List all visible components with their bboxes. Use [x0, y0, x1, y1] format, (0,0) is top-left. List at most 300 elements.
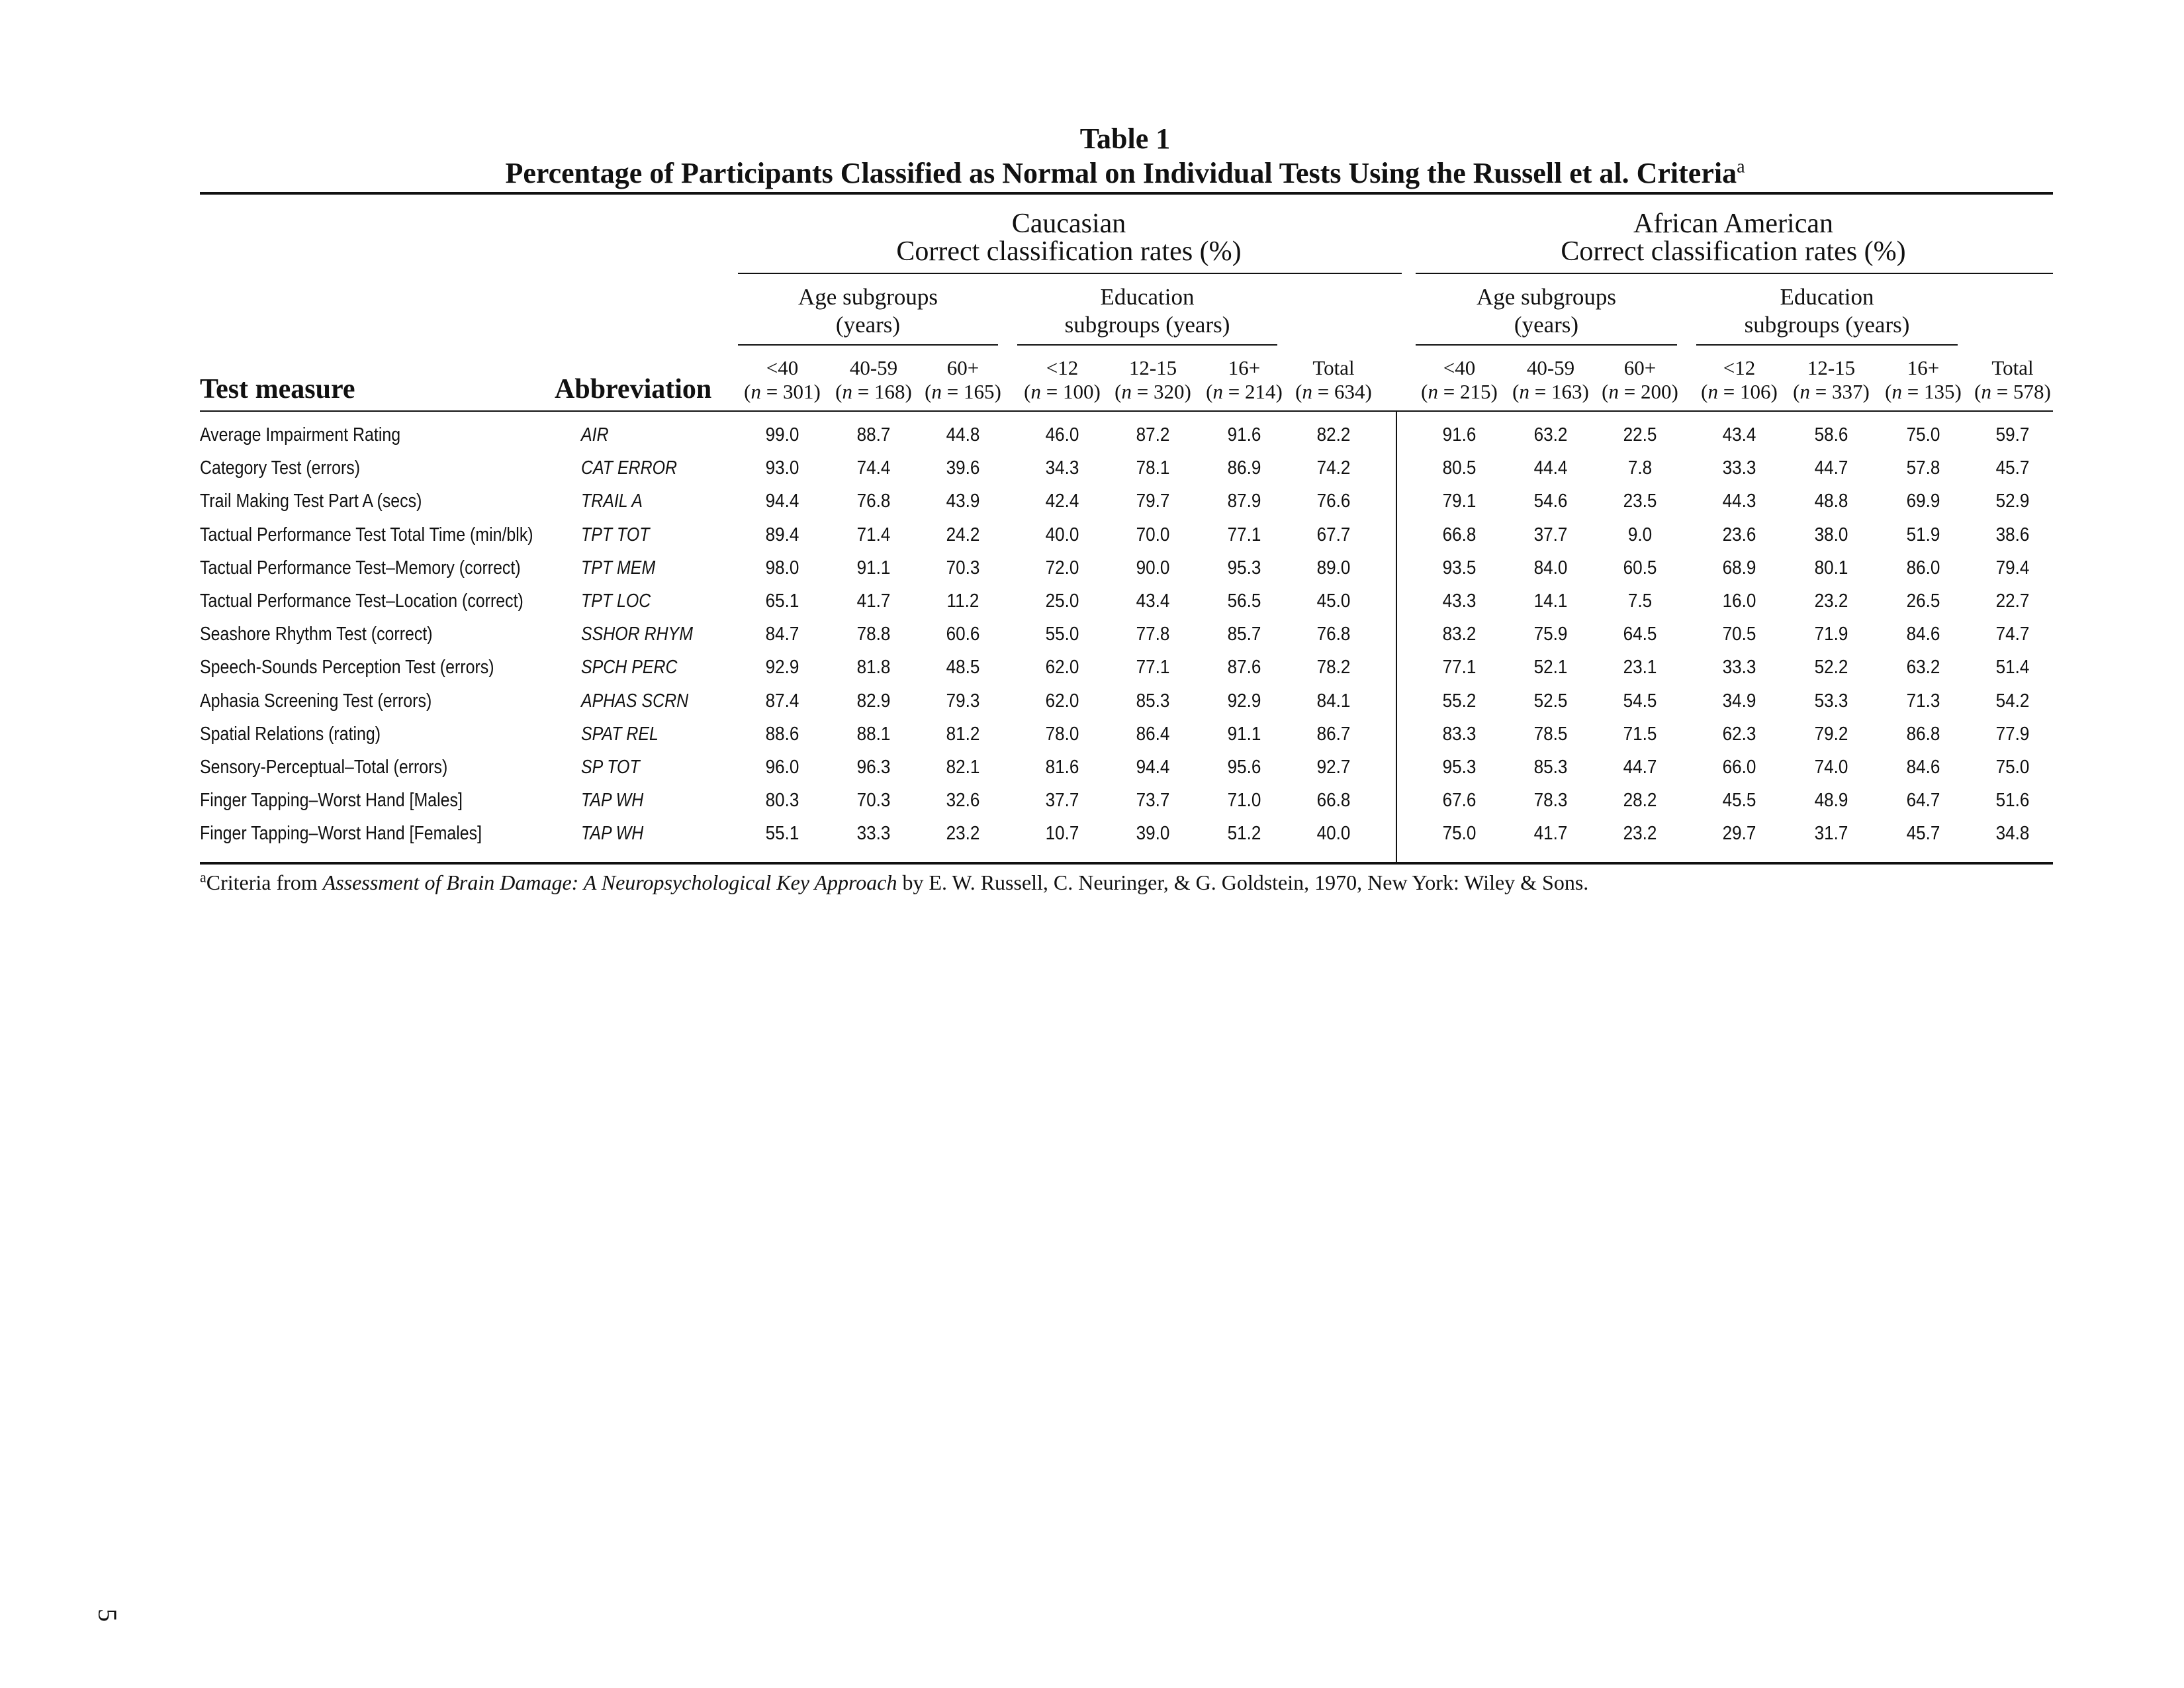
- table-cell: 77.8: [1136, 624, 1170, 645]
- table-cell: 33.3: [856, 823, 891, 845]
- column-label: 12-15: [1807, 356, 1856, 379]
- table-cell: 33.3: [1722, 457, 1756, 479]
- table-cell: 91.1: [856, 557, 891, 579]
- table-cell: 52.1: [1533, 657, 1568, 679]
- column-header-caucasian-60-plus: [917, 356, 1009, 404]
- test-measure: Tactual Performance Test–Location (correct): [200, 590, 523, 612]
- abbreviation-header: Abbreviation: [555, 374, 712, 404]
- n-value: 215: [1459, 380, 1491, 403]
- table-cell: 43.4: [1136, 590, 1170, 612]
- table-cell: 86.9: [1227, 457, 1261, 479]
- table-cell: 88.1: [856, 723, 891, 745]
- column-header-african-american-60-plus: [1594, 356, 1686, 404]
- n-equals: =: [1718, 380, 1740, 403]
- table-cell: 51.4: [1995, 657, 2030, 679]
- column-header-caucasian-40-59: [827, 356, 920, 404]
- caption-footnote-marker: a: [1737, 156, 1745, 177]
- table-cell: 71.3: [1906, 690, 1940, 712]
- table-cell: 78.0: [1045, 723, 1079, 745]
- table-cell: 9.0: [1627, 524, 1653, 545]
- test-measure: Trail Making Test Part A (secs): [200, 491, 422, 512]
- table-cell: 26.5: [1906, 590, 1940, 612]
- column-header-african-american-under-12: [1693, 356, 1786, 404]
- footnote: [200, 870, 1588, 895]
- table-cell: 91.1: [1227, 723, 1261, 745]
- n-value: 634: [1334, 380, 1365, 403]
- table-cell: 78.5: [1533, 723, 1568, 745]
- table-cell: 23.2: [1623, 823, 1657, 845]
- caucasian-age-label-line2: (years): [835, 312, 901, 338]
- n-symbol: n: [1212, 380, 1223, 403]
- group-caucasian-name: Caucasian: [1011, 209, 1126, 239]
- table-cell: 55.0: [1045, 624, 1079, 645]
- table-cell: 81.8: [856, 657, 891, 679]
- table-cell: 62.0: [1045, 657, 1079, 679]
- test-measure: Average Impairment Rating: [200, 424, 401, 445]
- table-cell: 59.7: [1995, 424, 2030, 445]
- table-cell: 85.3: [1533, 757, 1568, 778]
- footnote-suffix: by E. W. Russell, C. Neuringer, & G. Goldstein, 1970, New York: Wiley & Sons.: [897, 870, 1589, 894]
- table-cell: 80.1: [1814, 557, 1848, 579]
- table-cell: 84.7: [765, 624, 799, 645]
- table-cell: 84.6: [1906, 757, 1940, 778]
- table-cell: 86.0: [1906, 557, 1940, 579]
- test-measure: Aphasia Screening Test (errors): [200, 690, 432, 712]
- page-number: 5: [93, 1609, 122, 1622]
- abbreviation: TPT LOC: [581, 590, 651, 612]
- table-cell: 45.0: [1316, 590, 1351, 612]
- table-cell: 74.4: [856, 457, 891, 479]
- table-cell: 41.7: [856, 590, 891, 612]
- table-cell: 23.5: [1623, 491, 1657, 512]
- column-label: 60+: [1623, 356, 1657, 379]
- column-label: Total: [1312, 356, 1355, 379]
- table-cell: 71.0: [1227, 790, 1261, 812]
- test-measure: Tactual Performance Test Total Time (min/blk): [200, 524, 533, 545]
- table-cell: 24.2: [946, 524, 980, 545]
- caucasian-education-subgroups-heading: [1017, 283, 1277, 339]
- n-symbol: n: [1519, 380, 1529, 403]
- table-cell: 48.5: [946, 657, 980, 679]
- table-cell: 79.4: [1995, 557, 2030, 579]
- table-cell: 79.1: [1442, 491, 1477, 512]
- table-cell: 23.1: [1623, 657, 1657, 679]
- table-cell: 52.9: [1995, 491, 2030, 512]
- test-measure: Spatial Relations (rating): [200, 723, 381, 745]
- n-equals: =: [761, 380, 783, 403]
- table-cell: 87.4: [765, 690, 799, 712]
- n-value: 165: [963, 380, 995, 403]
- table-cell: 45.7: [1995, 457, 2030, 479]
- table-cell: 83.3: [1442, 723, 1477, 745]
- table-cell: 86.8: [1906, 723, 1940, 745]
- table-cell: 44.7: [1623, 757, 1657, 778]
- column-sample-size: (n = 337): [1793, 380, 1870, 403]
- n-value: 301: [782, 380, 814, 403]
- table-cell: 83.2: [1442, 624, 1477, 645]
- table-cell: 63.2: [1906, 657, 1940, 679]
- table-cell: 70.5: [1722, 624, 1756, 645]
- table-cell: 79.3: [946, 690, 980, 712]
- n-equals: =: [1991, 380, 2013, 403]
- n-symbol: n: [1981, 380, 1991, 403]
- abbreviation: SPAT REL: [581, 723, 659, 745]
- caucasian-age-label-line1: Age subgroups: [798, 284, 938, 310]
- table-cell: 51.2: [1227, 823, 1261, 845]
- column-sample-size: (n = 634): [1295, 380, 1372, 403]
- n-symbol: n: [1121, 380, 1132, 403]
- column-sample-size: (n = 214): [1206, 380, 1283, 403]
- n-symbol: n: [842, 380, 852, 403]
- n-equals: =: [1132, 380, 1154, 403]
- table-cell: 91.6: [1442, 424, 1477, 445]
- column-header-african-american-total: [1966, 356, 2059, 404]
- table-number: Table 1: [1079, 122, 1171, 155]
- table-cell: 99.0: [765, 424, 799, 445]
- n-symbol: n: [751, 380, 761, 403]
- table-cell: 68.9: [1722, 557, 1756, 579]
- bottom-rule: [200, 862, 2053, 865]
- table-cell: 57.8: [1906, 457, 1940, 479]
- table-cell: 14.1: [1533, 590, 1568, 612]
- n-equals: =: [1438, 380, 1460, 403]
- table-cell: 67.6: [1442, 790, 1477, 812]
- caucasian-education-label-line1: Education: [1100, 284, 1195, 310]
- column-header-african-american-12-15: [1785, 356, 1878, 404]
- column-sample-size: (n = 215): [1421, 380, 1498, 403]
- test-measure: Category Test (errors): [200, 457, 361, 479]
- n-equals: =: [852, 380, 874, 403]
- test-measure-header: Test measure: [200, 374, 355, 404]
- n-equals: =: [1619, 380, 1641, 403]
- column-header-african-american-16-plus: [1877, 356, 1970, 404]
- footnote-book-title: Assessment of Brain Damage: A Neuropsychological Key Approach: [322, 870, 897, 894]
- table-cell: 77.9: [1995, 723, 2030, 745]
- table-cell: 52.2: [1814, 657, 1848, 679]
- table-cell: 43.9: [946, 491, 980, 512]
- table-cell: 77.1: [1136, 657, 1170, 679]
- column-header-caucasian-16-plus: [1198, 356, 1291, 404]
- table-cell: 62.3: [1722, 723, 1756, 745]
- table-cell: 29.7: [1722, 823, 1756, 845]
- table-cell: 51.9: [1906, 524, 1940, 545]
- table-cell: 60.6: [946, 624, 980, 645]
- column-header-caucasian-under-40: [736, 356, 829, 404]
- abbreviation: TPT TOT: [581, 524, 650, 545]
- table-cell: 77.1: [1442, 657, 1477, 679]
- caucasian-education-label-line2: subgroups (years): [1064, 312, 1230, 338]
- table-cell: 96.0: [765, 757, 799, 778]
- n-value: 100: [1062, 380, 1094, 403]
- test-measure: Sensory-Perceptual–Total (errors): [200, 757, 448, 778]
- group-african-american-name: African American: [1633, 209, 1834, 239]
- table-cell: 45.5: [1722, 790, 1756, 812]
- table-cell: 7.8: [1627, 457, 1653, 479]
- table-cell: 93.0: [765, 457, 799, 479]
- n-symbol: n: [1428, 380, 1438, 403]
- table-cell: 95.3: [1442, 757, 1477, 778]
- table-cell: 55.1: [765, 823, 799, 845]
- group-african-american-subtitle: Correct classification rates (%): [1561, 236, 1906, 267]
- table-cell: 94.4: [765, 491, 799, 512]
- n-equals: =: [942, 380, 964, 403]
- table-cell: 40.0: [1045, 524, 1079, 545]
- table-cell: 40.0: [1316, 823, 1351, 845]
- table-cell: 63.2: [1533, 424, 1568, 445]
- table-cell: 75.9: [1533, 624, 1568, 645]
- column-header-african-american-under-40: [1413, 356, 1506, 404]
- abbreviation: TAP WH: [581, 823, 644, 845]
- table-cell: 22.5: [1623, 424, 1657, 445]
- n-equals: =: [1223, 380, 1245, 403]
- table-cell: 82.2: [1316, 424, 1351, 445]
- column-sample-size: (n = 320): [1115, 380, 1191, 403]
- n-symbol: n: [1030, 380, 1041, 403]
- n-symbol: n: [1302, 380, 1312, 403]
- table-cell: 88.6: [765, 723, 799, 745]
- abbreviation: CAT ERROR: [581, 457, 678, 479]
- table-cell: 69.9: [1906, 491, 1940, 512]
- table-cell: 85.3: [1136, 690, 1170, 712]
- table-cell: 55.2: [1442, 690, 1477, 712]
- table-cell: 38.6: [1995, 524, 2030, 545]
- table-cell: 76.6: [1316, 491, 1351, 512]
- table-cell: 41.7: [1533, 823, 1568, 845]
- table-cell: 16.0: [1722, 590, 1756, 612]
- n-equals: =: [1529, 380, 1551, 403]
- table-cell: 54.2: [1995, 690, 2030, 712]
- group-caucasian-subtitle: Correct classification rates (%): [896, 236, 1242, 267]
- table-cell: 92.9: [765, 657, 799, 679]
- test-measure: Speech-Sounds Perception Test (errors): [200, 657, 494, 679]
- table-cell: 39.0: [1136, 823, 1170, 845]
- table-cell: 67.7: [1316, 524, 1351, 545]
- table-cell: 39.6: [946, 457, 980, 479]
- n-equals: =: [1810, 380, 1832, 403]
- n-symbol: n: [1891, 380, 1902, 403]
- table-cell: 81.6: [1045, 757, 1079, 778]
- table-cell: 52.5: [1533, 690, 1568, 712]
- caucasian-education-rule: [1017, 344, 1277, 346]
- table-cell: 71.5: [1623, 723, 1657, 745]
- table-cell: 80.3: [765, 790, 799, 812]
- african-american-education-rule: [1696, 344, 1958, 346]
- table-cell: 31.7: [1814, 823, 1848, 845]
- table-cell: 87.9: [1227, 491, 1261, 512]
- table-cell: 44.8: [946, 424, 980, 445]
- table-cell: 70.0: [1136, 524, 1170, 545]
- column-label: 40-59: [1526, 356, 1575, 379]
- column-sample-size: (n = 163): [1512, 380, 1589, 403]
- table-cell: 73.7: [1136, 790, 1170, 812]
- n-symbol: n: [1799, 380, 1810, 403]
- table-cell: 44.3: [1722, 491, 1756, 512]
- column-label: 16+: [1907, 356, 1940, 379]
- footnote-marker: a: [200, 868, 206, 886]
- n-value: 106: [1739, 380, 1771, 403]
- african-american-group-rule: [1416, 273, 2053, 274]
- column-sample-size: (n = 301): [744, 380, 821, 403]
- table-cell: 54.6: [1533, 491, 1568, 512]
- table-cell: 87.6: [1227, 657, 1261, 679]
- n-value: 135: [1923, 380, 1955, 403]
- table-cell: 88.7: [856, 424, 891, 445]
- column-label: Total: [1991, 356, 2034, 379]
- african-american-education-label-line1: Education: [1780, 284, 1874, 310]
- african-american-age-rule: [1416, 344, 1677, 346]
- n-equals: =: [1041, 380, 1063, 403]
- table-cell: 85.7: [1227, 624, 1261, 645]
- table-cell: 53.3: [1814, 690, 1848, 712]
- table-cell: 70.3: [946, 557, 980, 579]
- n-value: 320: [1153, 380, 1185, 403]
- table-cell: 74.7: [1995, 624, 2030, 645]
- table-cell: 80.5: [1442, 457, 1477, 479]
- caucasian-group-rule: [738, 273, 1402, 274]
- table-cell: 95.6: [1227, 757, 1261, 778]
- n-symbol: n: [1707, 380, 1718, 403]
- table-cell: 56.5: [1227, 590, 1261, 612]
- table-cell: 82.1: [946, 757, 980, 778]
- table-cell: 64.5: [1623, 624, 1657, 645]
- african-american-education-label-line2: subgroups (years): [1744, 312, 1910, 338]
- n-value: 578: [2013, 380, 2044, 403]
- table-cell: 87.2: [1136, 424, 1170, 445]
- table-cell: 86.7: [1316, 723, 1351, 745]
- table-title: [199, 122, 2052, 191]
- table-caption-text: Percentage of Participants Classified as Normal on Individual Tests Using the Russell et al. Criteria: [505, 157, 1737, 189]
- table-cell: 48.8: [1814, 491, 1848, 512]
- column-label: 12-15: [1128, 356, 1177, 379]
- african-american-education-subgroups-heading: [1696, 283, 1958, 339]
- column-sample-size: (n = 135): [1885, 380, 1962, 403]
- abbreviation: TAP WH: [581, 790, 644, 812]
- column-header-caucasian-under-12: [1016, 356, 1109, 404]
- n-value: 168: [874, 380, 905, 403]
- african-american-age-label-line2: (years): [1514, 312, 1579, 338]
- table-cell: 65.1: [765, 590, 799, 612]
- column-sample-size: (n = 106): [1701, 380, 1778, 403]
- table-cell: 70.3: [856, 790, 891, 812]
- abbreviation: APHAS SCRN: [581, 690, 689, 712]
- table-cell: 84.6: [1906, 624, 1940, 645]
- test-measure: Finger Tapping–Worst Hand [Males]: [200, 790, 463, 812]
- table-cell: 94.4: [1136, 757, 1170, 778]
- table-cell: 96.3: [856, 757, 891, 778]
- table-cell: 75.0: [1442, 823, 1477, 845]
- table-cell: 78.2: [1316, 657, 1351, 679]
- table-cell: 90.0: [1136, 557, 1170, 579]
- abbreviation: SP TOT: [581, 757, 640, 778]
- table-cell: 89.0: [1316, 557, 1351, 579]
- table-cell: 46.0: [1045, 424, 1079, 445]
- table-cell: 22.7: [1995, 590, 2030, 612]
- table-cell: 38.0: [1814, 524, 1848, 545]
- african-american-age-subgroups-heading: [1416, 283, 1677, 339]
- column-label: 40-59: [849, 356, 898, 379]
- table-cell: 43.4: [1722, 424, 1756, 445]
- table-cell: 45.7: [1906, 823, 1940, 845]
- caucasian-age-subgroups-heading: [738, 283, 998, 339]
- group-divider: [1396, 412, 1397, 862]
- table-cell: 48.9: [1814, 790, 1848, 812]
- table-cell: 79.7: [1136, 491, 1170, 512]
- table-cell: 89.4: [765, 524, 799, 545]
- table-cell: 79.2: [1814, 723, 1848, 745]
- table-cell: 28.2: [1623, 790, 1657, 812]
- top-rule: [200, 192, 2053, 195]
- table-cell: 74.2: [1316, 457, 1351, 479]
- table-cell: 66.0: [1722, 757, 1756, 778]
- table-cell: 98.0: [765, 557, 799, 579]
- abbreviation: TRAIL A: [581, 491, 643, 512]
- column-header-african-american-40-59: [1504, 356, 1597, 404]
- table-cell: 78.3: [1533, 790, 1568, 812]
- table-cell: 60.5: [1623, 557, 1657, 579]
- table-cell: 71.9: [1814, 624, 1848, 645]
- table-cell: 23.2: [1814, 590, 1848, 612]
- table-cell: 91.6: [1227, 424, 1261, 445]
- column-label: 60+: [946, 356, 979, 379]
- table-cell: 44.4: [1533, 457, 1568, 479]
- n-symbol: n: [1608, 380, 1619, 403]
- table-cell: 75.0: [1906, 424, 1940, 445]
- table-cell: 58.6: [1814, 424, 1848, 445]
- table-cell: 76.8: [1316, 624, 1351, 645]
- table-cell: 93.5: [1442, 557, 1477, 579]
- n-symbol: n: [931, 380, 942, 403]
- table-cell: 74.0: [1814, 757, 1848, 778]
- table-cell: 10.7: [1045, 823, 1079, 845]
- test-measure: Seashore Rhythm Test (correct): [200, 624, 433, 645]
- table-cell: 54.5: [1623, 690, 1657, 712]
- table-cell: 34.8: [1995, 823, 2030, 845]
- table-cell: 44.7: [1814, 457, 1848, 479]
- test-measure: Tactual Performance Test–Memory (correct): [200, 557, 521, 579]
- table-cell: 32.6: [946, 790, 980, 812]
- table-cell: 23.6: [1722, 524, 1756, 545]
- column-label: <12: [1723, 356, 1756, 379]
- table-cell: 78.8: [856, 624, 891, 645]
- table-cell: 66.8: [1316, 790, 1351, 812]
- table-cell: 72.0: [1045, 557, 1079, 579]
- table-cell: 78.1: [1136, 457, 1170, 479]
- column-sample-size: (n = 165): [925, 380, 1001, 403]
- table-cell: 86.4: [1136, 723, 1170, 745]
- table-cell: 81.2: [946, 723, 980, 745]
- footnote-prefix: Criteria from: [206, 870, 323, 894]
- table-cell: 95.3: [1227, 557, 1261, 579]
- column-label: <40: [766, 356, 799, 379]
- table-cell: 75.0: [1995, 757, 2030, 778]
- table-cell: 82.9: [856, 690, 891, 712]
- column-sample-size: (n = 578): [1974, 380, 2051, 403]
- n-value: 214: [1244, 380, 1276, 403]
- column-label: 16+: [1228, 356, 1261, 379]
- table-cell: 51.6: [1995, 790, 2030, 812]
- n-value: 337: [1831, 380, 1863, 403]
- n-equals: =: [1312, 380, 1334, 403]
- table-cell: 34.9: [1722, 690, 1756, 712]
- column-sample-size: (n = 168): [835, 380, 912, 403]
- table-cell: 37.7: [1533, 524, 1568, 545]
- column-header-caucasian-12-15: [1107, 356, 1199, 404]
- column-label: <12: [1046, 356, 1079, 379]
- table-cell: 92.9: [1227, 690, 1261, 712]
- table-cell: 77.1: [1227, 524, 1261, 545]
- table-cell: 42.4: [1045, 491, 1079, 512]
- table-caption: [199, 156, 2052, 191]
